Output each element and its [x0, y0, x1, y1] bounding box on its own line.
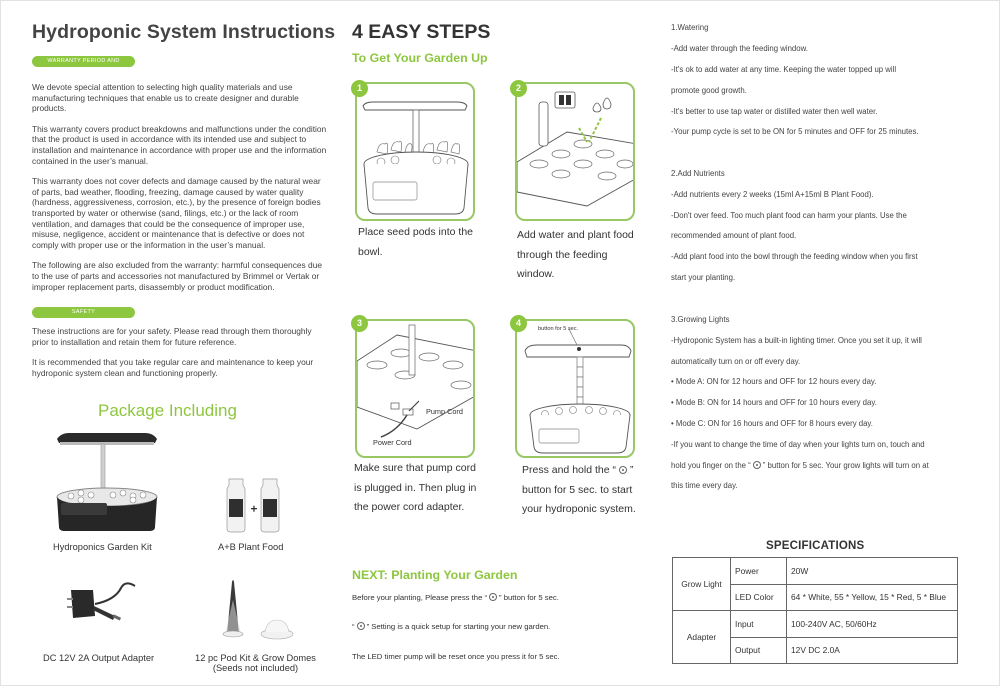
power-adapter-image	[63, 576, 139, 636]
output-value: 12V DC 2.0A	[787, 637, 958, 664]
lights-line-a: hold you finger on the “	[671, 461, 751, 470]
mode-button-icon	[753, 461, 761, 469]
nutrients-line: start your planting.	[671, 273, 736, 282]
step-2-text	[517, 226, 634, 285]
specifications-title: SPECIFICATIONS	[766, 540, 865, 552]
mode-button-icon	[489, 593, 497, 601]
step-4-line	[522, 461, 636, 481]
step-4-line-b: ”	[629, 464, 634, 476]
watering-line: -It's better to use tap water or distilled water then well water.	[671, 107, 878, 116]
next-line	[352, 593, 559, 602]
step-2-line: Add water and plant food	[517, 229, 634, 241]
step-1-line: Place seed pods into the	[358, 226, 473, 238]
mode-button-icon	[357, 622, 365, 630]
lights-line-b: ” button for 5 sec. Your grow lights will turn on at	[762, 461, 929, 470]
lights-line	[671, 461, 929, 470]
power-key: Power	[731, 558, 787, 585]
grow-light-cell: Grow Light	[673, 558, 731, 611]
warranty-paragraph: The following are also excluded from the warranty: harmful consequences due to the use of parts and accessories not manufactured by Brimmel or Vertak or improper replacement parts, disassembly or product modification.	[32, 260, 323, 292]
step-3-text	[354, 459, 476, 518]
safety-paragraph: These instructions are for your safety. Please read through them thoroughly prior to installation and retain them for future reference.	[32, 326, 312, 347]
step-1-image	[355, 82, 475, 221]
package-title: Package Including	[98, 401, 237, 420]
safety-tag: SAFETY	[32, 307, 135, 318]
watering-line: -Your pump cycle is set to be ON for 5 minutes and OFF for 25 minutes.	[671, 127, 919, 136]
watering-line: -Add water through the feeding window.	[671, 44, 808, 53]
mode-button-icon	[619, 466, 627, 474]
plant-food-bottles-image	[223, 475, 285, 533]
pod-kit-note: (Seeds not included)	[212, 663, 299, 673]
lights-line: this time every day.	[671, 481, 738, 490]
step-2-number: 2	[510, 80, 527, 97]
lights-line: • Mode A: ON for 12 hours and OFF for 12 hours every day.	[671, 377, 877, 386]
package-item-adapter: DC 12V 2A Output Adapter	[43, 653, 155, 663]
adapter-cell: Adapter	[673, 611, 731, 664]
lights-line: -Hydroponic System has a built-in lighting timer. Once you set it up, it will	[671, 336, 922, 345]
nutrients-line: -Add nutrients every 2 weeks (15ml A+15ml B Plant Food).	[671, 190, 874, 199]
warranty-tag: WARRANTY PERIOD AND CONDITIONS	[32, 56, 135, 67]
led-color-key: LED Color	[731, 584, 787, 611]
nutrients-line: -Don't over feed. Too much plant food can harm your plants. Use the	[671, 211, 907, 220]
led-color-value: 64 * White, 55 * Yellow, 15 * Red, 5 * Blue	[787, 584, 958, 611]
watering-heading: 1.Watering	[671, 23, 709, 32]
input-value: 100-240V AC, 50/60Hz	[787, 611, 958, 638]
lights-line: • Mode C: ON for 16 hours and OFF for 8 hours every day.	[671, 419, 873, 428]
nutrients-line: -Add plant food into the bowl through the feeding window when you first	[671, 252, 918, 261]
watering-line: promote good growth.	[671, 86, 747, 95]
step-3-line: Make sure that pump cord	[354, 462, 476, 474]
lights-line: automatically turn on or off every day.	[671, 357, 801, 366]
step-4-number: 4	[510, 315, 527, 332]
step-4-text	[522, 461, 636, 520]
garden-kit-image	[51, 429, 163, 534]
steps-title: 4 EASY STEPS	[352, 21, 491, 43]
pump-cord-label: Pump Cord	[426, 407, 463, 416]
nutrients-line: recommended amount of plant food.	[671, 231, 797, 240]
table-row	[673, 558, 958, 585]
step-4-image	[515, 319, 635, 458]
lights-heading: 3.Growing Lights	[671, 315, 730, 324]
power-cord-label: Power Cord	[373, 438, 412, 447]
lights-line: • Mode B: ON for 14 hours and OFF for 10 hours every day.	[671, 398, 877, 407]
warranty-paragraph: This warranty covers product breakdowns and malfunctions under the condition that the product is used in accordance with its intended use and subject to installation and maintenance in accordance with proper use and the information contained in the user’s manual.	[32, 123, 327, 166]
next-line-a: Before your planting, Please press the “	[352, 593, 488, 602]
power-value: 20W	[787, 558, 958, 585]
step-4-line-a: Press and hold the “	[522, 464, 616, 476]
next-line-b: ” button for 5 sec.	[499, 593, 559, 602]
specifications-table	[672, 557, 958, 664]
next-line-a: “	[352, 622, 355, 631]
pod-kit-label: 12 pc Pod Kit & Grow Domes	[195, 653, 316, 663]
step-3-line: the power cord adapter.	[354, 501, 465, 513]
page-title: Hydroponic System Instructions	[32, 21, 336, 43]
step-1-line: bowl.	[358, 245, 383, 258]
warranty-paragraph: We devote special attention to selecting high quality materials and use manufacturing techniques that enable us to create designer and durable products.	[32, 82, 299, 114]
left-column	[32, 21, 336, 378]
package-item-garden-kit: Hydroponics Garden Kit	[53, 542, 152, 552]
step-2-line: window.	[517, 268, 555, 280]
table-row	[673, 611, 958, 638]
step-1-number: 1	[351, 80, 368, 97]
lights-line: -If you want to change the time of day when your lights turn on, touch and	[671, 440, 925, 449]
steps-subtitle: To Get Your Garden Up	[352, 51, 488, 65]
pod-kit-image	[213, 576, 297, 642]
watering-line: -It's ok to add water at any time. Keeping the water topped up will	[671, 65, 897, 74]
step-4-line: button for 5 sec. to start	[522, 483, 633, 496]
nutrients-heading: 2.Add Nutrients	[671, 169, 725, 178]
step-3-line: is plugged in. Then plug in	[354, 481, 477, 494]
safety-paragraph: It is recommended that you take regular care and maintenance to keep your hydroponic system clean and functioning properly.	[32, 357, 314, 378]
step-3-number: 3	[351, 315, 368, 332]
step-4-callout: button for 5 sec.	[538, 326, 579, 332]
package-item-pod-kit	[192, 653, 319, 673]
output-key: Output	[731, 637, 787, 664]
step-4-line: your hydroponic system.	[522, 503, 636, 515]
step-2-line: through the feeding	[517, 248, 608, 261]
warranty-paragraph: This warranty does not cover defects and damage caused by the natural wear of parts, bad weather, flooding, freezing, damage caused by water quality (hardness, aggressiveness, corrosion, etc.), by the presence of foreign bodies transported by water or otherwise (sand, filings, etc.) or the lack of room ventilation, and damages that could be the consequence of improper use, misuse, negligence, accident or maintenance that is defective or does not comply with proper use or the information in the user’s manual.	[32, 176, 321, 250]
next-line: The LED timer pump will be reset once you press it for 5 sec.	[352, 652, 560, 661]
next-title: NEXT: Planting Your Garden	[352, 568, 518, 582]
package-item-plant-food: A+B Plant Food	[218, 542, 284, 552]
next-line	[352, 622, 550, 631]
input-key: Input	[731, 611, 787, 638]
step-1-text	[358, 223, 473, 262]
next-line-b: ” Setting is a quick setup for starting your new garden.	[366, 622, 551, 631]
step-2-image	[515, 82, 635, 221]
